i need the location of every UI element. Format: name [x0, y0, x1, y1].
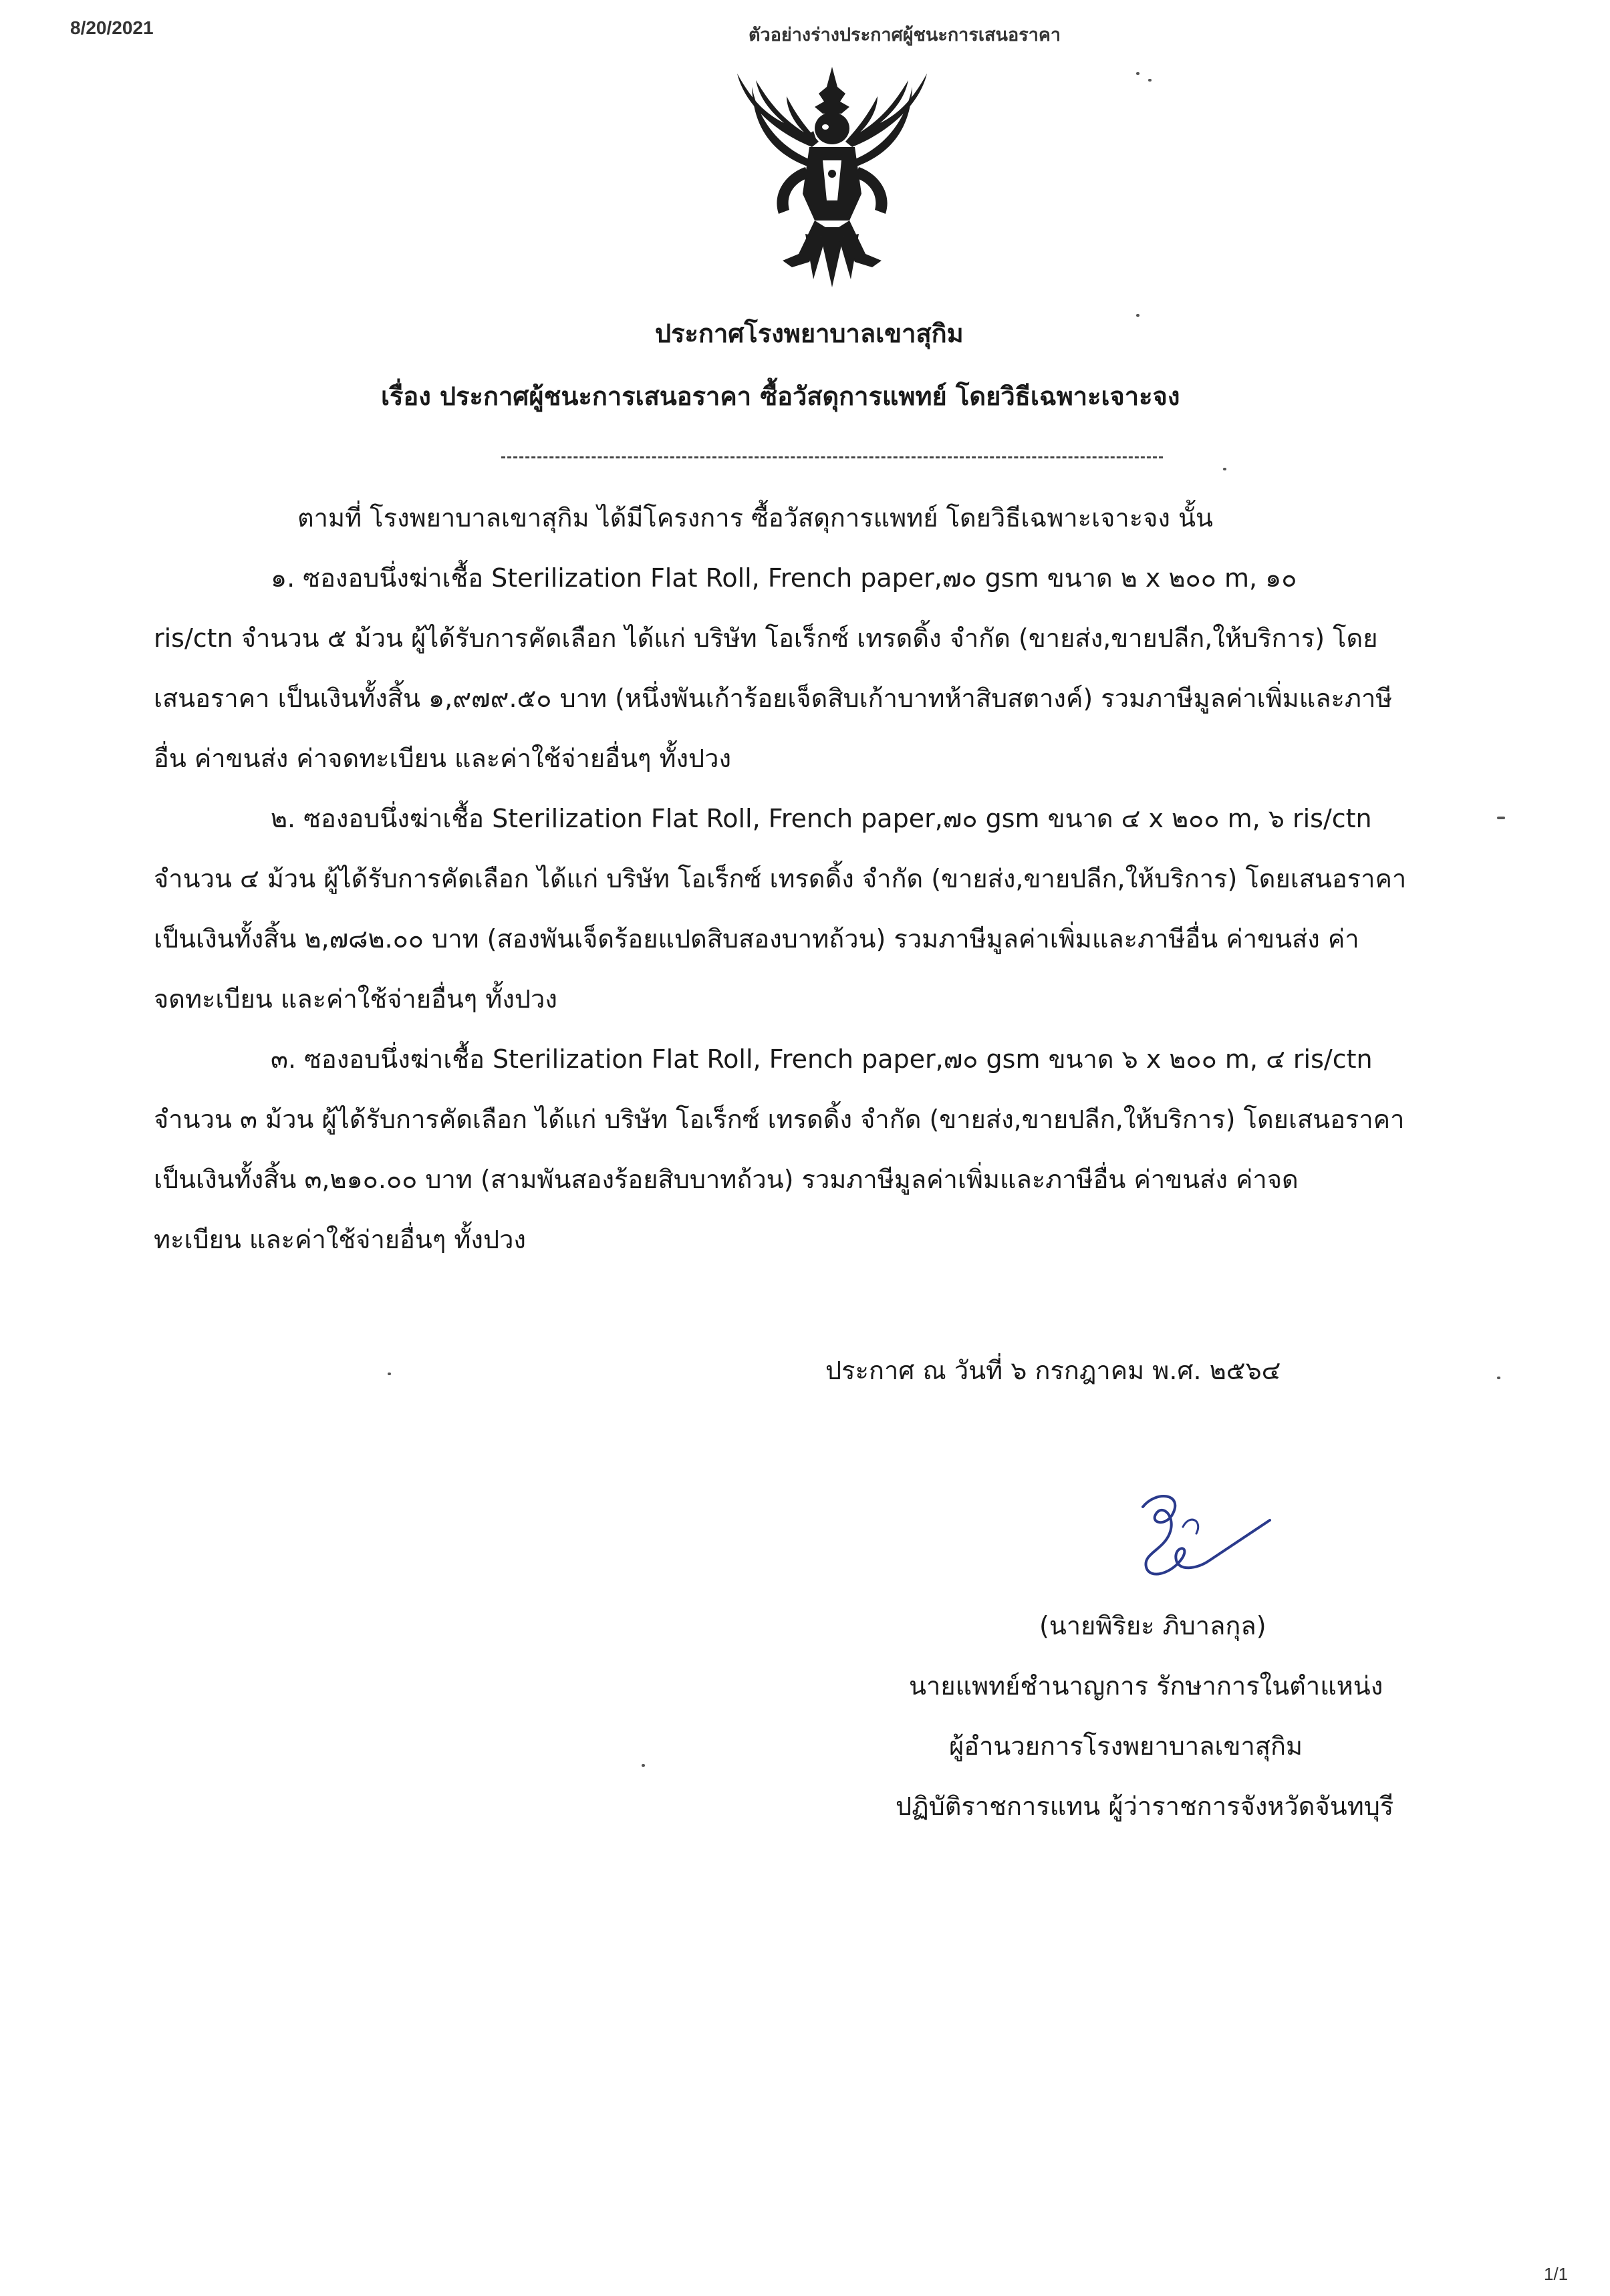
scan-speck: [1136, 314, 1139, 317]
scan-speck: [1136, 72, 1139, 75]
garuda-emblem-icon: [725, 67, 939, 287]
body-line: ทะเบียน และค่าใช้จ่ายอื่นๆ ทั้งปวง: [154, 1225, 526, 1254]
scan-speck: [1148, 79, 1152, 82]
body-line: ๑. ซองอบนึ่งฆ่าเชื้อ Sterilization Flat Roll, French paper,๗๐ gsm ขนาด ๒ x ๒๐๐ m, ๑๐: [271, 563, 1297, 593]
body-line: ๒. ซองอบนึ่งฆ่าเชื้อ Sterilization Flat Roll, French paper,๗๐ gsm ขนาด ๔ x ๒๐๐ m, ๖ ris/ctn: [271, 804, 1372, 833]
announcement-date: ประกาศ ณ วันที่ ๖ กรกฎาคม พ.ศ. ๒๕๖๔: [825, 1356, 1281, 1385]
scan-speck: [1497, 817, 1505, 819]
signatory-position: ผู้อำนวยการโรงพยาบาลเขาสุกิม: [949, 1731, 1303, 1761]
page-number: 1/1: [1544, 2264, 1569, 2284]
announcement-subject: เรื่อง ประกาศผู้ชนะการเสนอราคา ซื้อวัสดุการแพทย์ โดยวิธีเฉพาะเจาะจง: [381, 382, 1180, 411]
scan-speck: [388, 1373, 391, 1375]
signatory-position: นายแพทย์ชำนาญการ รักษาการในตำแหน่ง: [909, 1671, 1383, 1701]
print-date: 8/20/2021: [70, 17, 154, 38]
scan-speck: [1497, 1377, 1500, 1379]
title-divider: [501, 456, 1163, 458]
body-line: จดทะเบียน และค่าใช้จ่ายอื่นๆ ทั้งปวง: [154, 984, 557, 1014]
body-line: จำนวน ๓ ม้วน ผู้ได้รับการคัดเลือก ได้แก่ บริษัท โอเร็กซ์ เทรดดิ้ง จำกัด (ขายส่ง,ขายปลีก,ให้บริการ) โดยเสนอราคา: [154, 1105, 1405, 1134]
body-line: ris/ctn จำนวน ๕ ม้วน ผู้ได้รับการคัดเลือก ได้แก่ บริษัท โอเร็กซ์ เทรดดิ้ง จำกัด (ขายส่ง,ขายปลีก,ให้บริการ) โดย: [154, 623, 1378, 653]
body-line: เป็นเงินทั้งสิ้น ๒,๗๘๒.๐๐ บาท (สองพันเจ็ดร้อยแปดสิบสองบาทถ้วน) รวมภาษีมูลค่าเพิ่มและภาษีอื่น ค่าขนส่ง ค่า: [154, 924, 1359, 954]
announcement-title: ประกาศโรงพยาบาลเขาสุกิม: [655, 319, 964, 348]
scan-speck: [1223, 468, 1226, 470]
body-line: ๓. ซองอบนึ่งฆ่าเชื้อ Sterilization Flat Roll, French paper,๗๐ gsm ขนาด ๖ x ๒๐๐ m, ๔ ris/ctn: [271, 1044, 1373, 1074]
body-line: เสนอราคา เป็นเงินทั้งสิ้น ๑,๙๗๙.๕๐ บาท (หนึ่งพันเก้าร้อยเจ็ดสิบเก้าบาทห้าสิบสตางค์) รวมภาษีมูลค่าเพิ่มและภาษี: [154, 684, 1393, 713]
scan-speck: [642, 1764, 645, 1767]
signatory-position: ปฏิบัติราชการแทน ผู้ว่าราชการจังหวัดจันทบุรี: [896, 1791, 1394, 1821]
body-line: เป็นเงินทั้งสิ้น ๓,๒๑๐.๐๐ บาท (สามพันสองร้อยสิบบาทถ้วน) รวมภาษีมูลค่าเพิ่มและภาษีอื่น ค่าขนส่ง ค่าจด: [154, 1165, 1299, 1194]
body-line: อื่น ค่าขนส่ง ค่าจดทะเบียน และค่าใช้จ่ายอื่นๆ ทั้งปวง: [154, 744, 732, 773]
body-line: ตามที่ โรงพยาบาลเขาสุกิม ได้มีโครงการ ซื้อวัสดุการแพทย์ โดยวิธีเฉพาะเจาะจง นั้น: [297, 503, 1213, 533]
signatory-name: (นายพิริยะ ภิบาลกุล): [1039, 1611, 1266, 1640]
print-header-title: ตัวอย่างร่างประกาศผู้ชนะการเสนอราคา: [749, 25, 1061, 45]
handwritten-signature-icon: [1109, 1487, 1277, 1587]
body-line: จำนวน ๔ ม้วน ผู้ได้รับการคัดเลือก ได้แก่ บริษัท โอเร็กซ์ เทรดดิ้ง จำกัด (ขายส่ง,ขายปลีก,ให้บริการ) โดยเสนอราคา: [154, 864, 1407, 893]
